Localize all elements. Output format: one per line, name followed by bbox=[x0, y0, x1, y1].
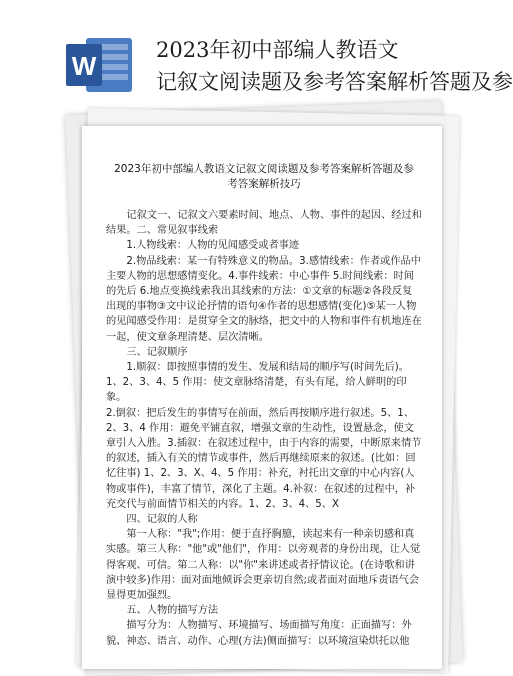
paragraph: 1.顺叙：即按照事情的发生、发展和结局的顺序写(时间先后)。1、2、3、4、5 作用：使文章脉络清楚，有头有尾，给人鲜明的印象。 bbox=[106, 362, 409, 404]
word-icon bbox=[66, 36, 134, 94]
word-icon-letter: W bbox=[71, 51, 97, 81]
section-heading: 三、记叙顺序 bbox=[126, 346, 188, 358]
section-heading: 四、记叙的人称 bbox=[126, 514, 198, 526]
paragraph: 1.人物线索：人物的见闻感受或者事迹 bbox=[126, 240, 300, 252]
title-line-2: 记叙文阅读题及参考答案解析答题及参 bbox=[156, 70, 513, 94]
title-line-1: 2023年初中部编人教语文 bbox=[156, 38, 399, 62]
page-title bbox=[156, 34, 513, 98]
paragraph: 第一人称："我";作用：便于直抒胸臆，读起来有一种亲切感和真实感。第三人称："他"或"他们"，作用：以旁观者的身份出现，让人觉得客观、可信。第二人称：以"你"来讲述或者抒情议论。(在诗歌和讲演中较多)作用：面对面地倾诉会更亲切自然;或者面对面地斥责语气会显得更加强烈。 bbox=[106, 529, 421, 602]
paragraph: 2.物品线索：某一有特殊意义的物品。3.感情线索：作者或作品中主要人物的思想感情变化。4.事件线索：中心事件 5.时间线索：时间的先后 6.地点变换线索我出其线索的方法：①文章的标题②各段反复出现的事物③文中议论抒情的语句④作者的思想感情(变化)⑤某一人物的见闻感受作用：是贯穿全文的脉络，把文中的人物和事件有机地连在一起，使文章条理清楚、层次清晰。 bbox=[106, 255, 422, 343]
document-page bbox=[82, 126, 442, 669]
paragraph: 描写分为：人物描写、环境描写、场面描写角度：正面描写：外貌、神态、语言、动作、心理(方法)侧面描写：以环境渲染烘托以他 bbox=[106, 620, 412, 647]
document-body bbox=[106, 208, 422, 649]
header-banner bbox=[0, 0, 513, 112]
document-title: 2023年初中部编人教语文记叙文阅读题及参考答案解析答题及参考答案解析技巧 bbox=[114, 163, 414, 190]
section-heading: 五、人物的描写方法 bbox=[126, 605, 219, 617]
paragraph: 2.倒叙：把后发生的事情写在前面，然后再按顺序进行叙述。5、1、2、3、4 作用：避免平铺直叙，增强文章的生动性，设置悬念，使文章引人入胜。3.插叙：在叙述过程中，由于内容的需要，中断原来情节的叙述，插入有关的情节或事件，然后再继续原来的叙述。(比如：回忆往事) 1、2、3、X、4、5 作用：补充，衬托出文章的中心内容(人物或事件)，丰富了情节，深化了主题。4.补叙：在叙述的过程中，补充交代与前面情节相关的内容。1、2、3、4、5、X bbox=[106, 407, 422, 510]
paragraph: 记叙文一、记叙文六要素时间、地点、人物、事件的起因、经过和结果。二、常见叙事线索 bbox=[106, 210, 422, 237]
